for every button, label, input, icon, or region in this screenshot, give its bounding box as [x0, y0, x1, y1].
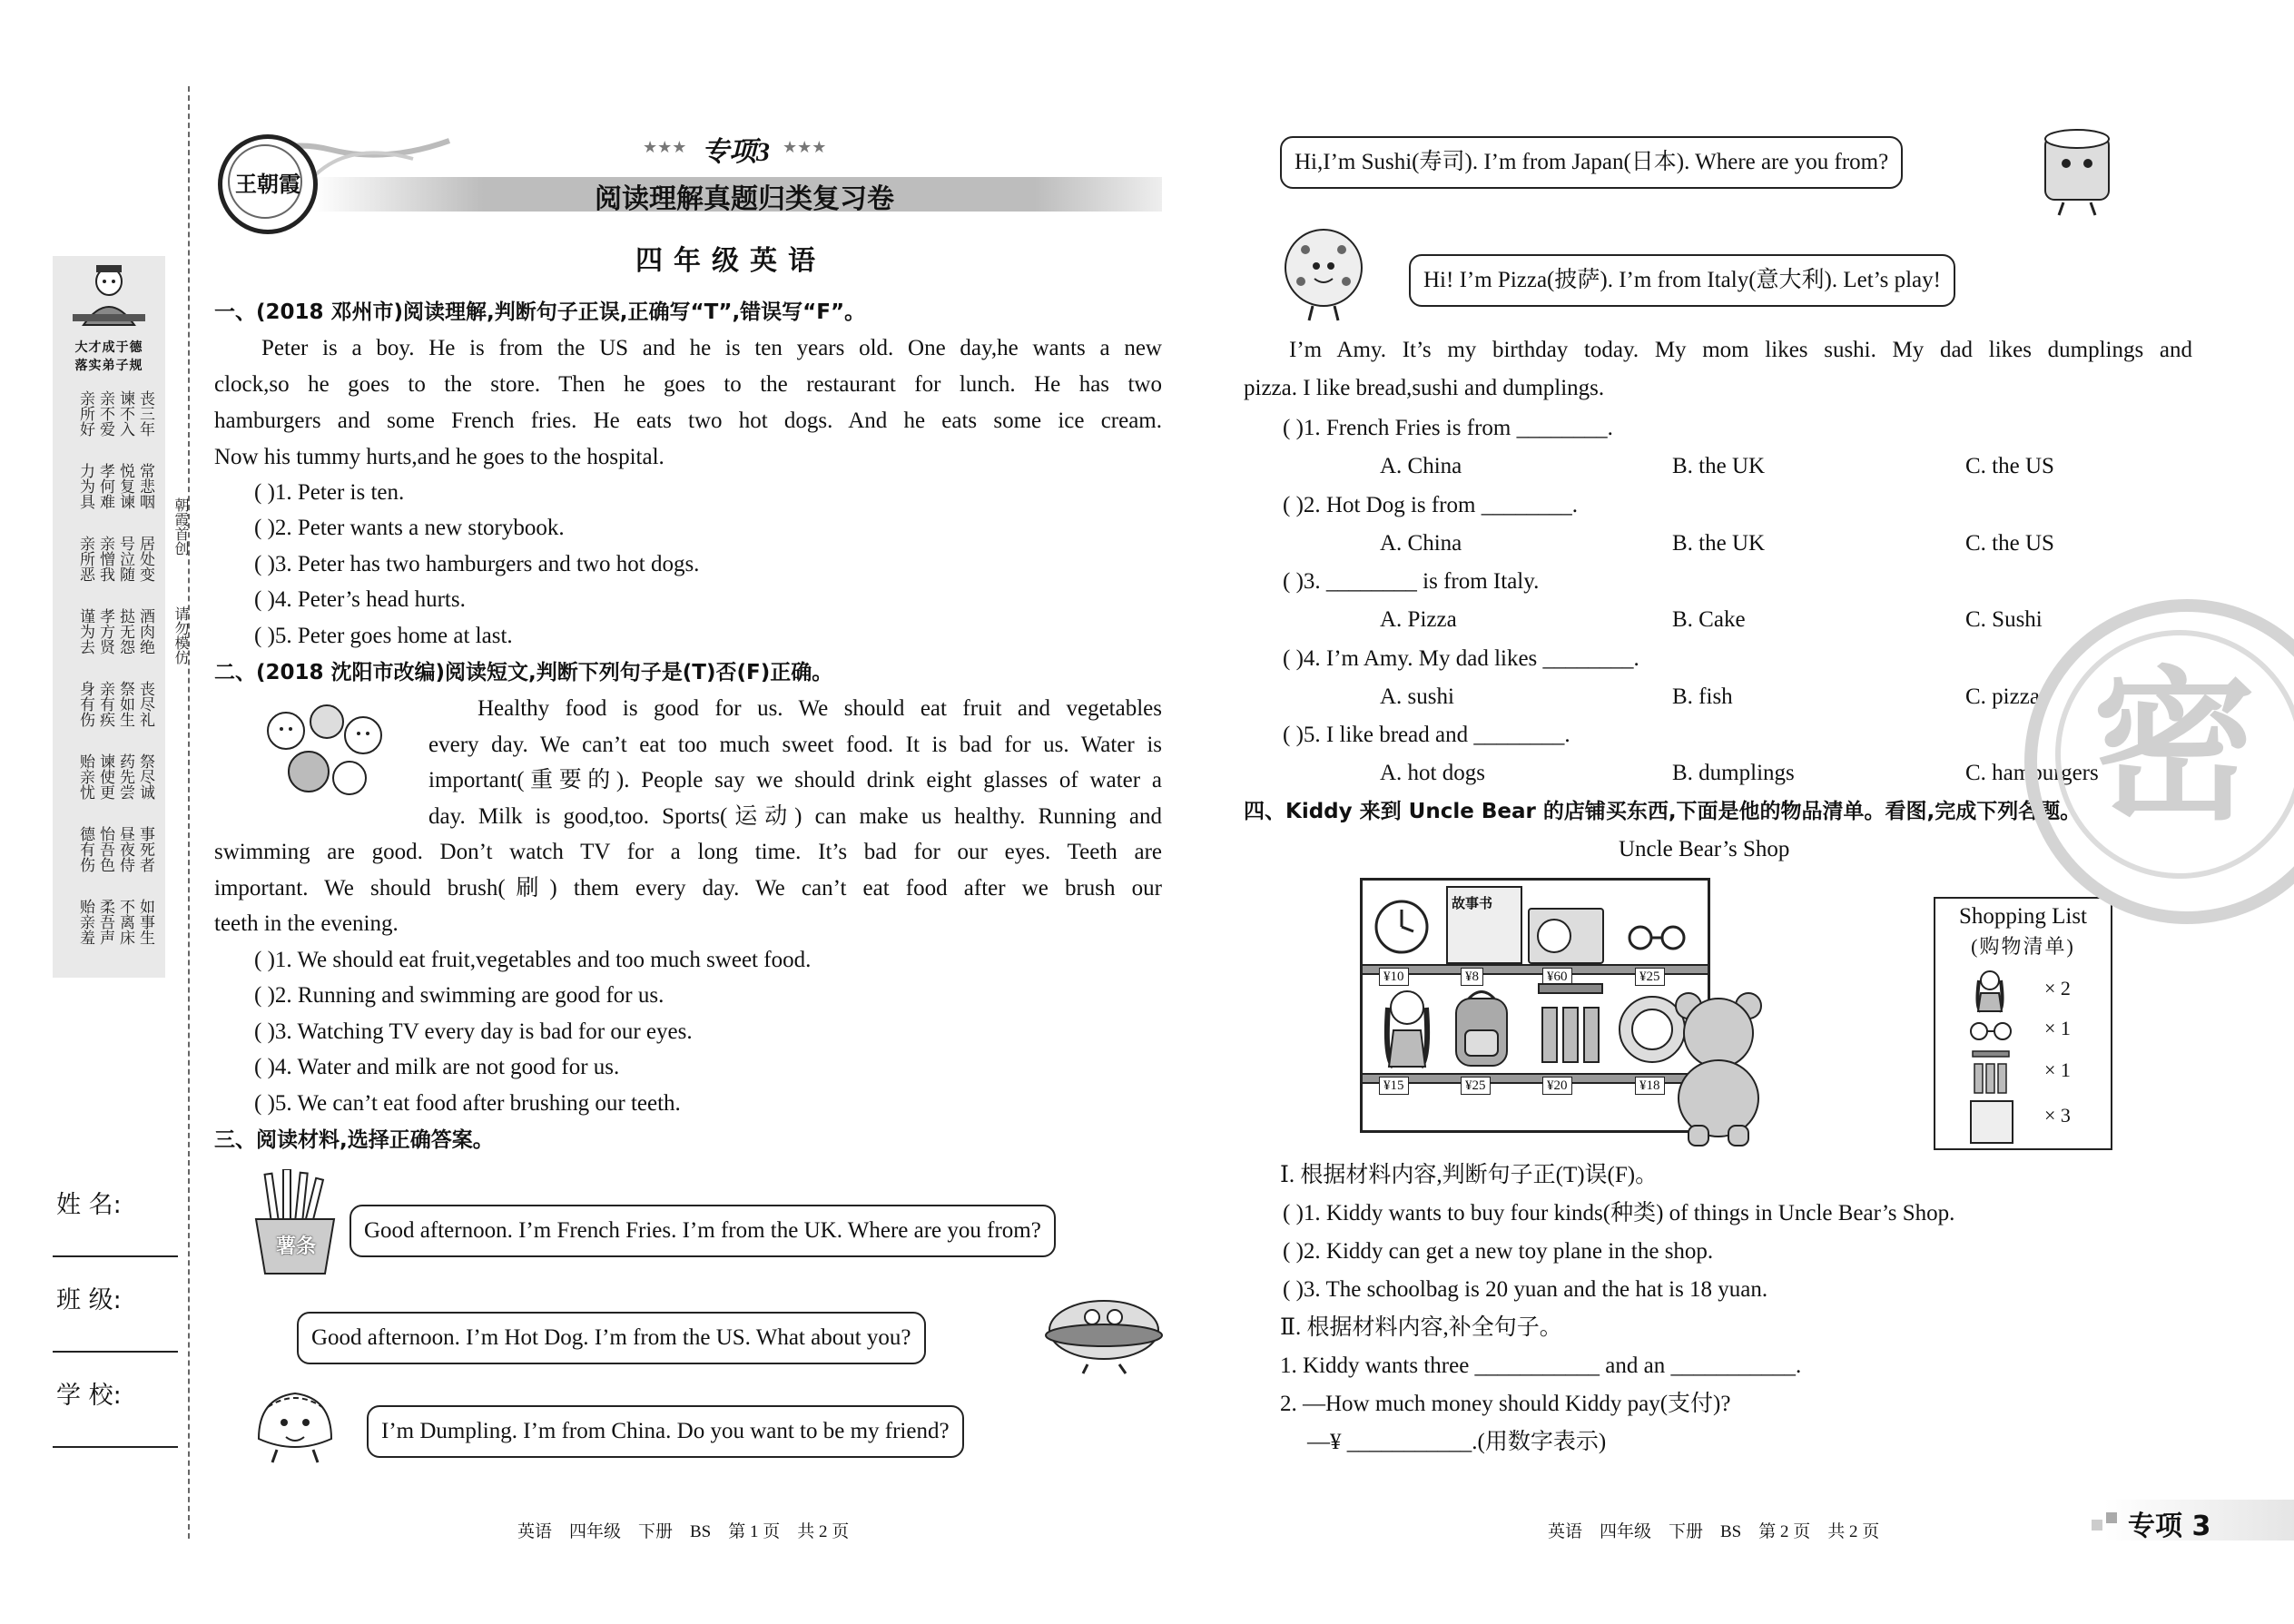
section2-passage-line-6: important. We should brush(刷) them every day. We can’t eat food after we brush our: [214, 876, 1162, 901]
section3-q5-option-c[interactable]: C. hamburgers: [1965, 761, 2099, 785]
section2-item-2[interactable]: ( )2. Running and swimming are good for us.: [254, 983, 665, 1008]
poem-column: 祭尽诚: [136, 753, 154, 800]
motto-top: 大才成于德: [74, 340, 143, 355]
section1-passage-line-3: hamburgers and some French fries. He eats two hot dogs. And he eats some ice cream.: [214, 408, 1162, 433]
scholar-illustration: [69, 261, 149, 330]
section2-passage-line-5: swimming are good. Don’t watch TV for a long time. It’s bad for our eyes. Teeth are: [214, 840, 1162, 864]
shop-title: Uncle Bear’s Shop: [1619, 837, 1790, 861]
sidebar-poem-panel: [53, 256, 165, 978]
section3-q1-option-b[interactable]: B. the UK: [1672, 454, 1766, 478]
part1-item-1[interactable]: ( )1. Kiddy wants to buy four kinds(种类) of things in Uncle Bear’s Shop.: [1283, 1201, 1955, 1225]
series-label: 专项3: [702, 137, 770, 167]
section3-question-2[interactable]: ( )2. Hot Dog is from ________.: [1283, 492, 1578, 517]
shopping-list-subtitle: (购物清单): [1971, 935, 2075, 958]
footer-tab: [2088, 1500, 2294, 1540]
section2-item-1[interactable]: ( )1. We should eat fruit,vegetables and too much sweet food.: [254, 948, 812, 972]
vertical-note-1: 朝霞首创: [172, 497, 190, 556]
section1-item-1[interactable]: ( )1. Peter is ten.: [254, 480, 405, 505]
part2-item-3[interactable]: —¥ ___________.(用数字表示): [1307, 1430, 1607, 1454]
healthy-food-illustration: [259, 694, 390, 805]
section2-passage-line-3: important(重要的). People say we should drink eight glasses of water a: [428, 768, 1162, 792]
part2-item-2[interactable]: 2. —How much money should Kiddy pay(支付)?: [1280, 1392, 1731, 1416]
section3-q5-option-a[interactable]: A. hot dogs: [1380, 761, 1485, 785]
section2-passage-line-2: every day. We can’t eat too much sweet food. It is bad for us. Water is: [428, 733, 1162, 757]
dumpling-speech-bubble: I’m Dumpling. I’m from China. Do you want to be my friend?: [367, 1405, 964, 1458]
price-tag-top-4: ¥25: [1635, 968, 1665, 986]
section2-item-5[interactable]: ( )5. We can’t eat food after brushing our teeth.: [254, 1091, 681, 1116]
poem-column: 身有伤: [76, 681, 94, 727]
confidential-watermark: [2024, 599, 2294, 924]
poem-column: 柔吾声: [96, 899, 114, 945]
poem-column: 谏使更: [96, 753, 114, 800]
section1-item-3[interactable]: ( )3. Peter has two hamburgers and two hot dogs.: [254, 552, 700, 576]
school-label: 学 校:: [56, 1382, 122, 1410]
part2-heading: Ⅱ. 根据材料内容,补全句子。: [1280, 1315, 1562, 1340]
part1-item-3[interactable]: ( )3. The schoolbag is 20 yuan and the hat is 18 yuan.: [1283, 1277, 1768, 1302]
storybook-label: 故事书: [1452, 895, 1493, 911]
poem-column: 药先尝: [116, 753, 134, 800]
section3-heading: 三、阅读材料,选择正确答案。: [214, 1128, 494, 1152]
poem-column: 谏不入: [116, 390, 134, 437]
logo-emblem: [218, 134, 318, 234]
sushi-speech-bubble: Hi,I’m Sushi(寿司). I’m from Japan(日本). Where are you from?: [1280, 136, 1903, 189]
poem-column: 亲憎我: [96, 536, 114, 582]
list-qty-2: × 1: [2044, 1017, 2071, 1039]
part1-item-2[interactable]: ( )2. Kiddy can get a new toy plane in the shop.: [1283, 1239, 1714, 1264]
section2-passage-line-7: teeth in the evening.: [214, 911, 399, 936]
poem-column: 亲不爱: [96, 390, 114, 437]
section1-heading: 一、(2018 邓州市)阅读理解,判断句子正误,正确写“T”,错误写“F”。: [214, 300, 866, 324]
logo-text: 王朝霞: [235, 172, 300, 197]
hotdog-speech-bubble: Good afternoon. I’m Hot Dog. I’m from the US. What about you?: [297, 1312, 926, 1364]
list-qty-1: × 2: [2044, 977, 2071, 999]
footer-tab-label: 专项 3: [2128, 1511, 2211, 1542]
poem-column: 谨为去: [76, 608, 94, 655]
toy-plane-icon: [1533, 980, 1608, 1069]
poem-column: 力为具: [76, 463, 94, 509]
shopping-list-card: [1934, 897, 2112, 1150]
section3-q3-option-b[interactable]: B. Cake: [1672, 607, 1746, 632]
paper-subtitle: 阅读理解真题归类复习卷: [595, 183, 894, 215]
section2-item-4[interactable]: ( )4. Water and milk are not good for us.: [254, 1055, 620, 1079]
section3-q4-option-c[interactable]: C. pizza: [1965, 684, 2040, 709]
poem-column: 德有伤: [76, 826, 94, 872]
poem-column: 号泣随: [116, 536, 134, 582]
poem-column: 丧尽礼: [136, 681, 154, 727]
series-stars-left: ★★★: [643, 138, 687, 156]
section3-q5-option-b[interactable]: B. dumplings: [1672, 761, 1795, 785]
section3-q3-option-c[interactable]: C. Sushi: [1965, 607, 2043, 632]
list-toy-plane-icon: [1970, 1049, 2012, 1095]
footer-left: 英语 四年级 下册 BS 第 1 页 共 2 页: [517, 1522, 850, 1541]
section3-q1-option-c[interactable]: C. the US: [1965, 454, 2054, 478]
poem-column: 亲所好: [76, 390, 94, 437]
vertical-note-2: 请勿模仿: [172, 606, 190, 664]
section3-q3-option-a[interactable]: A. Pizza: [1380, 607, 1457, 632]
poem-column: 挞无怨: [116, 608, 134, 655]
poem-column: 亲有疾: [96, 681, 114, 727]
list-qty-4: × 3: [2044, 1104, 2071, 1127]
poem-column: 丧三年: [136, 390, 154, 437]
section3-passage-line-2: pizza. I like bread,sushi and dumplings.: [1244, 376, 1605, 400]
binding-dashed-line: [188, 86, 190, 1539]
pizza-speech-bubble: Hi! I’m Pizza(披萨). I’m from Italy(意大利). Let’s play!: [1409, 254, 1955, 307]
section3-q4-option-b[interactable]: B. fish: [1672, 684, 1733, 709]
poem-column: 不离床: [116, 899, 134, 945]
section3-q2-option-b[interactable]: B. the UK: [1672, 530, 1766, 556]
section2-heading: 二、(2018 沈阳市改编)阅读短文,判断下列句子是(T)否(F)正确。: [214, 661, 833, 684]
poem-column: 贻亲忧: [76, 753, 94, 800]
poem-column: 贻亲羞: [76, 899, 94, 945]
list-doll-icon: [1970, 968, 2010, 1013]
price-tag-top-2: ¥8: [1461, 968, 1483, 986]
poem-column: 孝方贤: [96, 608, 114, 655]
section3-question-5[interactable]: ( )5. I like bread and ________.: [1283, 723, 1570, 747]
clock-icon: [1373, 899, 1430, 955]
list-glasses-icon: [1968, 1020, 2013, 1042]
class-field-line[interactable]: [53, 1351, 178, 1353]
uncle-bear-character: [1669, 989, 1768, 1148]
poem-column: 怡吾色: [96, 826, 114, 872]
poem-column: 如事生: [136, 899, 154, 945]
section2-passage-line-1: Healthy food is good for us. We should eat fruit and vegetables: [478, 696, 1162, 721]
price-tag-bottom-2: ¥25: [1461, 1077, 1491, 1095]
poem-column: 酒肉绝: [136, 608, 154, 655]
section3-q4-option-a[interactable]: A. sushi: [1380, 684, 1454, 709]
poem-column: 常悲咽: [136, 463, 154, 509]
storybook-icon: [1446, 886, 1522, 964]
name-field-line[interactable]: [53, 1255, 178, 1257]
list-qty-3: × 1: [2044, 1058, 2071, 1081]
footer-right: 英语 四年级 下册 BS 第 2 页 共 2 页: [1548, 1522, 1880, 1541]
radio-icon: [1528, 908, 1604, 964]
price-tag-top-1: ¥10: [1379, 968, 1409, 986]
section1-passage-line-4: Now his tummy hurts,and he goes to the hospital.: [214, 445, 665, 469]
price-tag-bottom-1: ¥15: [1379, 1077, 1409, 1095]
poem-column: 亲所恶: [76, 536, 94, 582]
part2-item-1[interactable]: 1. Kiddy wants three ___________ and an ___________.: [1280, 1353, 1802, 1378]
section1-item-5[interactable]: ( )5. Peter goes home at last.: [254, 624, 513, 648]
poem-grid: [65, 390, 156, 971]
section3-q2-option-a[interactable]: A. China: [1380, 530, 1462, 556]
french-fries-character: [245, 1169, 345, 1278]
poem-column: 昼夜侍: [116, 826, 134, 872]
class-label: 班 级:: [56, 1286, 122, 1314]
section1-item-4[interactable]: ( )4. Peter’s head hurts.: [254, 587, 466, 612]
hotdog-character: [1042, 1294, 1165, 1375]
poem-column: 居处变: [136, 536, 154, 582]
schoolbag-icon: [1449, 985, 1514, 1068]
section4-heading: 四、Kiddy 来到 Uncle Bear 的店铺买东西,下面是他的物品清单。看图,完成下列各题。: [1244, 800, 2082, 823]
poem-column: 祭如生: [116, 681, 134, 727]
section1-item-2[interactable]: ( )2. Peter wants a new storybook.: [254, 516, 565, 540]
price-tag-bottom-3: ¥20: [1542, 1077, 1572, 1095]
poem-column: 事死者: [136, 826, 154, 872]
section3-question-1[interactable]: ( )1. French Fries is from ________.: [1283, 416, 1613, 440]
poem-column: 悦复谏: [116, 463, 134, 509]
list-storybook-icon: [1970, 1100, 2013, 1144]
grade-title: 四年级英语: [635, 245, 826, 277]
price-tag-bottom-4: ¥18: [1635, 1077, 1665, 1095]
section3-passage-line-1: I’m Amy. It’s my birthday today. My mom likes sushi. My dad likes dumplings and: [1289, 338, 2192, 362]
section3-q1-option-a[interactable]: A. China: [1380, 454, 1462, 478]
section2-item-3[interactable]: ( )3. Watching TV every day is bad for our eyes.: [254, 1019, 693, 1044]
fries-speech-bubble: Good afternoon. I’m French Fries. I’m from the UK. Where are you from?: [350, 1205, 1056, 1257]
part1-heading: Ⅰ. 根据材料内容,判断句子正(T)误(F)。: [1280, 1163, 1659, 1187]
shop-shelf: [1360, 878, 1710, 1133]
sushi-character: [2032, 123, 2122, 218]
name-label: 姓 名:: [56, 1191, 122, 1219]
fries-box-label: 薯条: [275, 1235, 316, 1258]
section3-q2-option-c[interactable]: C. the US: [1965, 530, 2054, 556]
poem-column: 孝何难: [96, 463, 114, 509]
motto-bottom: 落实弟子规: [74, 359, 143, 373]
dumpling-character: [250, 1384, 340, 1466]
watermark-char: 密: [2092, 653, 2256, 842]
shopping-list-title: Shopping List: [1959, 904, 2087, 929]
section2-passage-line-4: day. Milk is good,too. Sports(运动) can make us healthy. Running and: [428, 804, 1162, 829]
school-field-line[interactable]: [53, 1446, 178, 1448]
section1-passage-line-2: clock,so he goes to the store. Then he goes to the restaurant for lunch. He has two: [214, 372, 1162, 397]
pizza-character: [1278, 222, 1369, 322]
doll-icon: [1375, 985, 1439, 1068]
section3-question-4[interactable]: ( )4. I’m Amy. My dad likes ________.: [1283, 645, 1639, 671]
glasses-icon: [1624, 924, 1689, 951]
series-stars-right: ★★★: [783, 138, 827, 156]
price-tag-top-3: ¥60: [1542, 968, 1572, 986]
section3-question-3[interactable]: ( )3. ________ is from Italy.: [1283, 569, 1540, 594]
section1-passage-line-1: Peter is a boy. He is from the US and he is ten years old. One day,he wants a new: [261, 336, 1162, 360]
